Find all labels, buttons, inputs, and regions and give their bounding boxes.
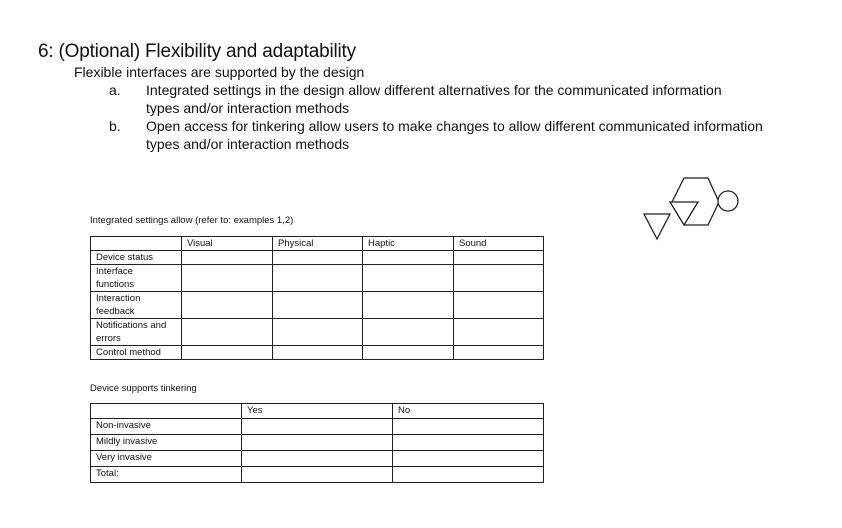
table-cell [363, 346, 454, 360]
list-item-text [146, 81, 722, 117]
list-item-line: Integrated settings in the design allow different alternatives for the communicated information [146, 82, 722, 98]
table-cell [182, 265, 273, 292]
row-label-line: errors [96, 333, 121, 344]
tinkering-table [90, 403, 544, 483]
row-label-line: functions [96, 279, 135, 290]
row-label-cell [91, 251, 182, 265]
table-row [91, 419, 544, 435]
shapes-logo-icon [640, 174, 744, 246]
table-cell [273, 346, 363, 360]
table-cell [454, 251, 544, 265]
inner-triangle-shape [670, 202, 698, 225]
section-title: 6: (Optional) Flexibility and adaptability [38, 41, 356, 62]
row-label-cell [91, 319, 182, 346]
table-header-cell [91, 404, 242, 419]
table-cell [454, 346, 544, 360]
table-cell [182, 346, 273, 360]
table-cell [363, 265, 454, 292]
table-row [91, 435, 544, 451]
list-item-text [146, 117, 763, 153]
row-label-line: Interaction [96, 293, 141, 304]
table-cell [363, 319, 454, 346]
table-row [91, 265, 544, 292]
table-header-cell: No [393, 404, 544, 419]
row-label-cell: Very invasive [91, 451, 242, 467]
section-subtitle: Flexible interfaces are supported by the design [74, 64, 365, 80]
row-label-line: feedback [96, 306, 135, 317]
table-cell [393, 467, 544, 483]
list-item-line: types and/or interaction methods [146, 136, 350, 152]
table-cell [454, 319, 544, 346]
row-label-line: Control method [96, 347, 161, 358]
table-header-cell: Haptic [363, 237, 454, 251]
table-cell [242, 435, 393, 451]
row-label-cell [91, 265, 182, 292]
table-cell [363, 292, 454, 319]
table-cell [242, 419, 393, 435]
table-row [91, 319, 544, 346]
table-row [91, 292, 544, 319]
row-label-line: Device status [96, 252, 154, 263]
row-label-cell [91, 346, 182, 360]
table-cell [273, 265, 363, 292]
list-marker: a. [109, 82, 121, 98]
settings-table-title: Integrated settings allow (refer to: examples 1,2) [90, 215, 294, 226]
row-label-cell: Non-invasive [91, 419, 242, 435]
table-cell [242, 467, 393, 483]
row-label-cell: Total: [91, 467, 242, 483]
table-row [91, 467, 544, 483]
table-cell [182, 251, 273, 265]
table-header-cell: Physical [273, 237, 363, 251]
table-cell [182, 319, 273, 346]
table-cell [182, 292, 273, 319]
row-label-cell [91, 292, 182, 319]
list-item-line: Open access for tinkering allow users to make changes to allow different communicated information [146, 118, 763, 134]
table-cell [393, 435, 544, 451]
list-item-line: types and/or interaction methods [146, 100, 350, 116]
table-header-cell: Visual [182, 237, 273, 251]
row-label-line: Interface [96, 266, 133, 277]
table-cell [242, 451, 393, 467]
table-cell [363, 251, 454, 265]
circle-shape [718, 191, 738, 211]
row-label-line: Notifications and [96, 320, 167, 331]
list-marker: b. [109, 118, 121, 134]
table-cell [273, 292, 363, 319]
table-cell [273, 319, 363, 346]
table-cell [393, 419, 544, 435]
down-triangle-shape [644, 214, 670, 239]
table-cell [393, 451, 544, 467]
table-header-cell [91, 237, 182, 251]
table-row [91, 451, 544, 467]
row-label-cell: Mildly invasive [91, 435, 242, 451]
table-cell [273, 251, 363, 265]
table-header-cell: Sound [454, 237, 544, 251]
table-row [91, 251, 544, 265]
table-header-cell: Yes [242, 404, 393, 419]
table-cell [454, 265, 544, 292]
table-cell [454, 292, 544, 319]
tinkering-table-title: Device supports tinkering [90, 383, 197, 394]
settings-table [90, 236, 544, 360]
table-row [91, 346, 544, 360]
